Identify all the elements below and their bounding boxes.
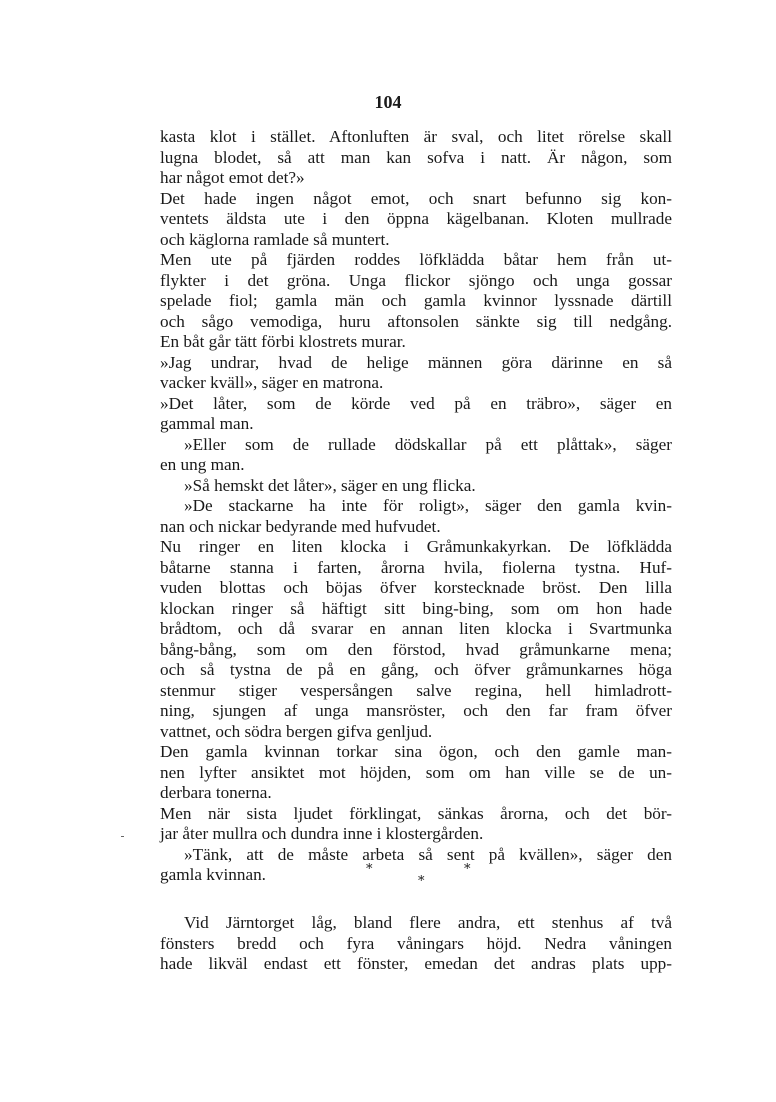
text-line: spelade fiol; gamla män och gamla kvinnor lyssnade därtill	[160, 291, 672, 310]
text-line: Men när sista ljudet förklingat, sänkas årorna, och det bör-	[160, 803, 672, 823]
text-line: gammal man.	[160, 414, 254, 433]
text-line: Den gamla kvinnan torkar sina ögon, och den gamle man-	[160, 742, 672, 761]
text-line: En båt går tätt förbi klostrets murar.	[160, 332, 406, 351]
text-line: nan och nickar bedyrande med hufvudet.	[160, 516, 441, 536]
text-line: »De stackarne ha inte för roligt», säger den gamla kvin-	[184, 496, 672, 515]
text-line: lugna blodet, så att man kan sofva i natt. Är någon, som	[160, 147, 672, 167]
text-line: »Det låter, som de körde ved på en träbro», säger en	[160, 393, 672, 413]
text-line: Vid Järntorget låg, bland flere andra, ett stenhus af två	[184, 913, 672, 932]
next-section-text	[160, 913, 672, 975]
text-line: fönsters bredd och fyra våningars höjd. Nedra våningen	[160, 933, 672, 953]
text-line: och så tystna de på en gång, och öfver gråmunkarnes höga	[160, 660, 672, 679]
text-line: klockan ringer så häftigt sitt bing-bing, som om hon hade	[160, 598, 672, 618]
text-line: nen lyfter ansiktet mot höjden, som om han ville se de un-	[160, 762, 672, 782]
text-line: Det hade ingen något emot, och snart befunno sig kon-	[160, 188, 672, 208]
text-line: kasta klot i stället. Aftonluften är sval, och litet rörelse skall	[160, 127, 672, 146]
text-line: båtarne stanna i farten, årorna hvila, fiolerna tystna. Huf-	[160, 557, 672, 577]
text-line: och käglorna ramlade så muntert.	[160, 229, 390, 249]
text-line: »Så hemskt det låter», säger en ung flicka.	[184, 475, 476, 495]
text-line: »Jag undrar, hvad de helige männen göra därinne en så	[160, 352, 672, 372]
text-line: »Tänk, att de måste arbeta så sent på kvällen», säger den	[184, 844, 672, 864]
page-number: 104	[374, 92, 402, 112]
text-line: vuden blottas och böjas öfver korstecknade bröst. Den lilla	[160, 578, 672, 597]
separator-star: *	[418, 874, 425, 889]
section-separator	[0, 862, 776, 892]
text-line: en ung man.	[160, 455, 245, 474]
text-line: ning, sjungen af unga mansröster, och den far fram öfver	[160, 701, 672, 720]
text-line: ventets äldsta ute i den öppna kägelbanan. Kloten mullrade	[160, 209, 672, 228]
text-line: hade likväl endast ett fönster, emedan det andras plats upp-	[160, 954, 672, 973]
text-line: gamla kvinnan.	[160, 865, 266, 884]
text-line: brådtom, och då svarar en annan liten klocka i Svartmunka	[160, 619, 672, 638]
text-line: vattnet, och södra bergen gifva genljud.	[160, 721, 433, 741]
text-line: »Eller som de rullade dödskallar på ett plåttak», säger	[184, 434, 672, 454]
text-line: Nu ringer en liten klocka i Gråmunkakyrkan. De löfklädda	[160, 537, 672, 556]
separator-star: *	[464, 862, 471, 877]
main-text	[160, 127, 672, 886]
text-line: har något emot det?»	[160, 168, 305, 187]
text-line: och sågo vemodiga, huru aftonsolen sänkte sig till nedgång.	[160, 311, 672, 331]
text-line: Men ute på fjärden roddes löfklädda båtar hem från ut-	[160, 250, 672, 269]
text-line: derbara tonerna.	[160, 783, 272, 802]
text-line: stenmur stiger vespersången salve regina, hell himladrott-	[160, 680, 672, 700]
text-line: vacker kväll», säger en matrona.	[160, 373, 384, 392]
margin-mark	[121, 836, 124, 837]
text-line: jar åter mullra och dundra inne i klostergården.	[160, 824, 484, 843]
text-line: bång-bång, som om den förstod, hvad gråmunkarne mena;	[160, 639, 672, 659]
text-line: flykter i det gröna. Unga flickor sjöngo och unga gossar	[160, 270, 672, 290]
separator-star: *	[366, 862, 373, 877]
